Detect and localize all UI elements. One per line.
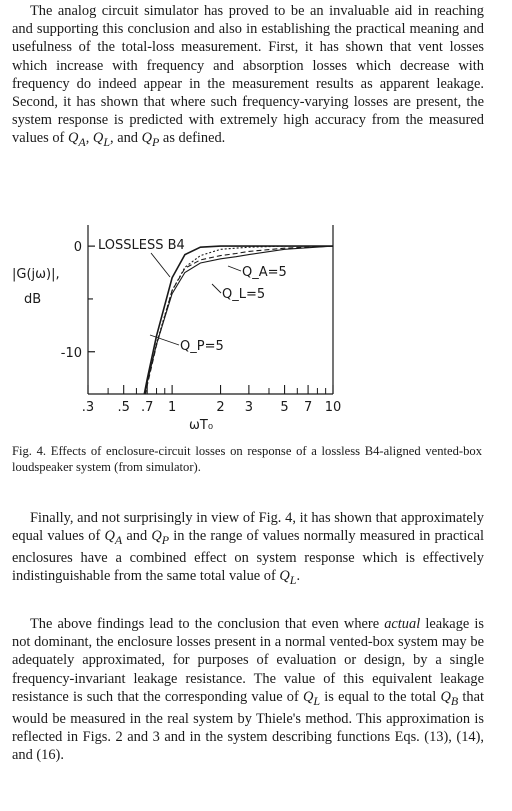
y-tick-label: 0 xyxy=(73,240,82,256)
symbol-ql: $Q_L$ xyxy=(92,130,110,150)
paragraph-finally: Finally, and not surprisingly in view of Fig. 4, it has shown that approximately equal values of $Q_A$ and $Q_P$ in the range of values normally measured in practical enclosures have a combined effect on system response which is effectively indistinguishable from the same total value of $Q_L$. xyxy=(12,510,484,588)
paragraph-intro: The analog circuit simulator has proved to be an invaluable aid in reaching and supporting this conclusion and also in establishing the practical meaning and usefulness of the total-loss measurement. First, it has shown that vent losses which increase with frequency and absorption losses which decrease with frequency do indeed appear in the measurement results as apparent leakage. Second, it has shown that where such frequency-varying losses are present, the system response is predicted with extremely high accuracy from the measured values of $Q_A$, $Q_L$, and $Q_P$ as defined. xyxy=(12,3,484,150)
annotation-qp: Q_P=5 xyxy=(180,339,224,354)
x-tick-label: 5 xyxy=(280,400,289,415)
x-tick-label: 2 xyxy=(216,400,225,415)
figure-caption: Fig. 4. Effects of enclosure-circuit losses on response of a lossless B4-aligned vented-box loudspeaker system (from simulator). xyxy=(12,444,482,474)
ql-leader-line xyxy=(212,284,221,293)
y-ticks xyxy=(88,246,95,352)
x-tick-label: .7 xyxy=(140,400,154,415)
x-ticks xyxy=(88,385,333,394)
curve-lossless-b4 xyxy=(124,246,333,440)
x-tick-label: .3 xyxy=(81,400,95,415)
y-tick-label: -10 xyxy=(60,345,82,361)
x-tick-label: 1 xyxy=(167,400,177,415)
symbol-qa: $Q_A$ xyxy=(67,130,86,150)
symbol-qa: $Q_A$ xyxy=(104,528,123,548)
x-tick-label: 7 xyxy=(303,400,313,415)
symbol-ql: $Q_L$ xyxy=(279,568,297,588)
x-tick-label: 10 xyxy=(324,400,342,415)
x-tick-label: 3 xyxy=(244,400,254,415)
response-curves xyxy=(124,246,333,440)
symbol-qp: $Q_P$ xyxy=(141,130,160,150)
y-axis-label-line1: |G(jω)|, xyxy=(12,267,60,282)
tick-labels xyxy=(61,240,342,415)
figure-4-chart xyxy=(0,200,512,440)
y-axis-label-line2: dB xyxy=(24,292,42,307)
qa-leader-line xyxy=(228,266,241,271)
annotation-lossless: LOSSLESS B4 xyxy=(98,238,185,253)
symbol-qp: $Q_P$ xyxy=(151,528,170,548)
lossless-leader-line xyxy=(151,253,170,277)
annotation-ql: Q_L=5 xyxy=(222,287,266,302)
annotation-qa: Q_A=5 xyxy=(242,265,287,280)
paragraph-conclusion: The above findings lead to the conclusion that even where actual leakage is not dominant, the enclosure losses present in a normal vented-box system may be adequately approximated, for purposes of evaluation or design, by a single frequency-invariant leakage resistance. The value of this equivalent leakage resistance is such that the corresponding value of $Q_L$ is equal to the total $Q_B$ that would be measured in the real system by Thiele's method. This approximation is reflected in Figs. 2 and 3 and in the system describing functions Eqs. (13), (14), and (16). xyxy=(12,616,485,764)
x-tick-label: .5 xyxy=(117,400,130,415)
x-axis-label: ωT₀ xyxy=(189,418,214,433)
symbol-ql: $Q_L$ xyxy=(303,688,321,708)
symbol-qb: $Q_B$ xyxy=(440,688,459,708)
